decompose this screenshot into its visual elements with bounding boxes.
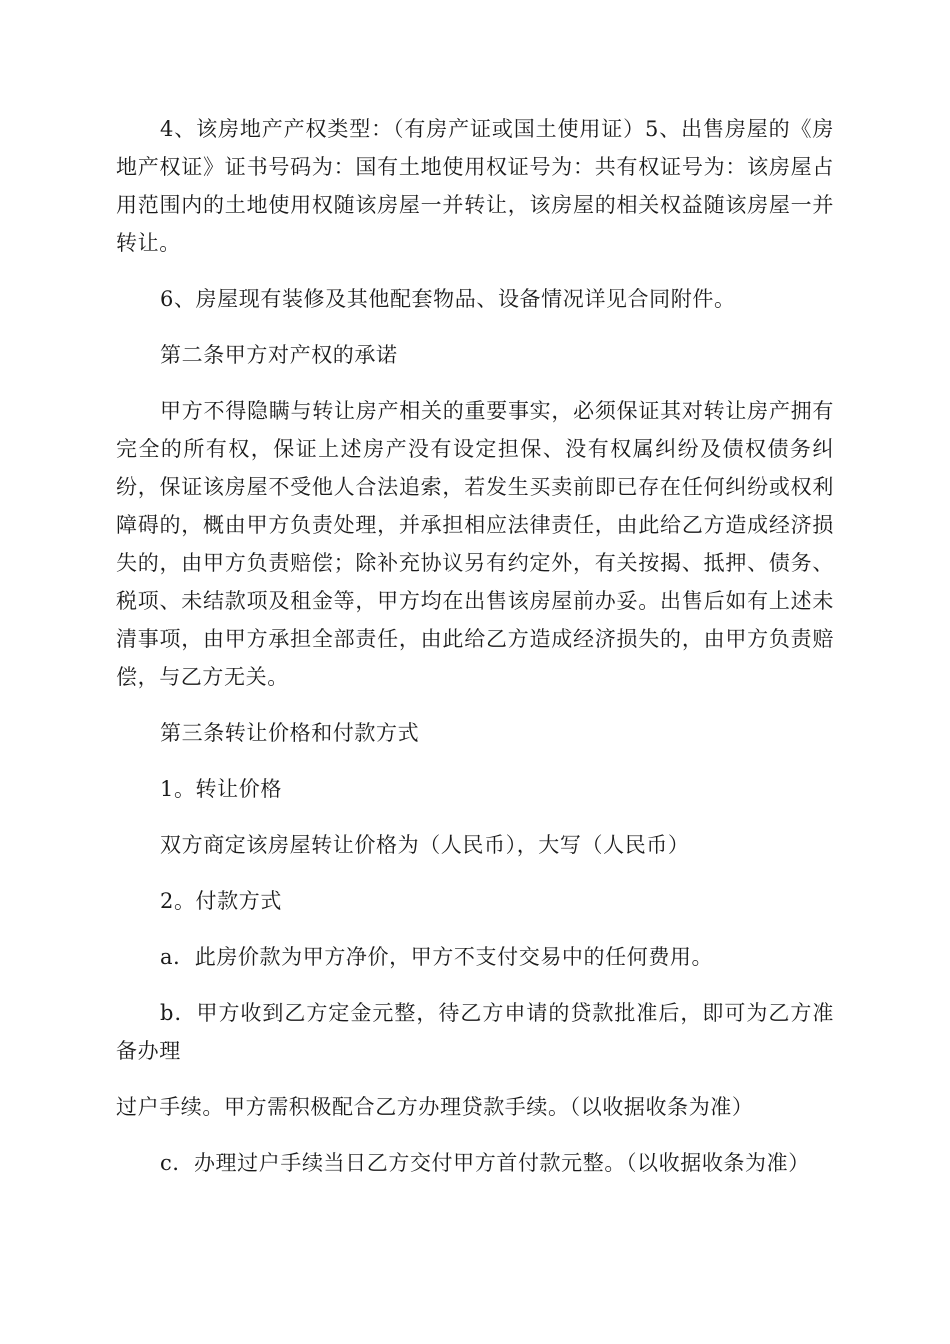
paragraph-transfer-procedures: 过户手续。甲方需积极配合乙方办理贷款手续。（以收据收条为准）: [116, 1095, 754, 1119]
paragraph-item-b: b．甲方收到乙方定金元整，待乙方申请的贷款批准后，即可为乙方准备办理: [116, 1001, 834, 1063]
heading-article-two: 第二条甲方对产权的承诺: [160, 343, 398, 367]
paragraph-price-amount: 双方商定该房屋转让价格为（人民币），大写（人民币）: [160, 833, 690, 857]
subheading-transfer-price: 1。转让价格: [160, 777, 282, 801]
paragraph-decoration-attachment: 6、房屋现有装修及其他配套物品、设备情况详见合同附件。: [160, 287, 736, 311]
paragraph-ownership-commitment: 甲方不得隐瞒与转让房产相关的重要事实，必须保证其对转让房产拥有完全的所有权，保证上述房产没有设定担保、没有权属纠纷及债权债务纠纷，保证该房屋不受他人合法追索，若发生买卖前即已存在任何纠纷或权利障碍的，概由甲方负责处理，并承担相应法律责任，由此给乙方造成经济损失的，由甲方负责赔偿；除补充协议另有约定外，有关按揭、抵押、债务、税项、未结款项及租金等，甲方均在出售该房屋前办妥。出售后如有上述未清事项，由甲方承担全部责任，由此给乙方造成经济损失的，由甲方负责赔偿，与乙方无关。: [116, 399, 834, 689]
document-page: [116, 110, 834, 1200]
subheading-payment-method: 2。付款方式: [160, 889, 282, 913]
paragraph-item-a: a．此房价款为甲方净价，甲方不支付交易中的任何费用。: [160, 945, 714, 969]
paragraph-item-c: c．办理过户手续当日乙方交付甲方首付款元整。（以收据收条为准）: [160, 1151, 810, 1175]
paragraph-property-type: 4、该房地产产权类型：（有房产证或国土使用证）5、出售房屋的《房地产权证》证书号码为：国有土地使用权证号为：共有权证号为：该房屋占用范围内的土地使用权随该房屋一并转让，该房屋的相关权益随该房屋一并转让。: [116, 117, 834, 255]
heading-article-three: 第三条转让价格和付款方式: [160, 721, 420, 745]
